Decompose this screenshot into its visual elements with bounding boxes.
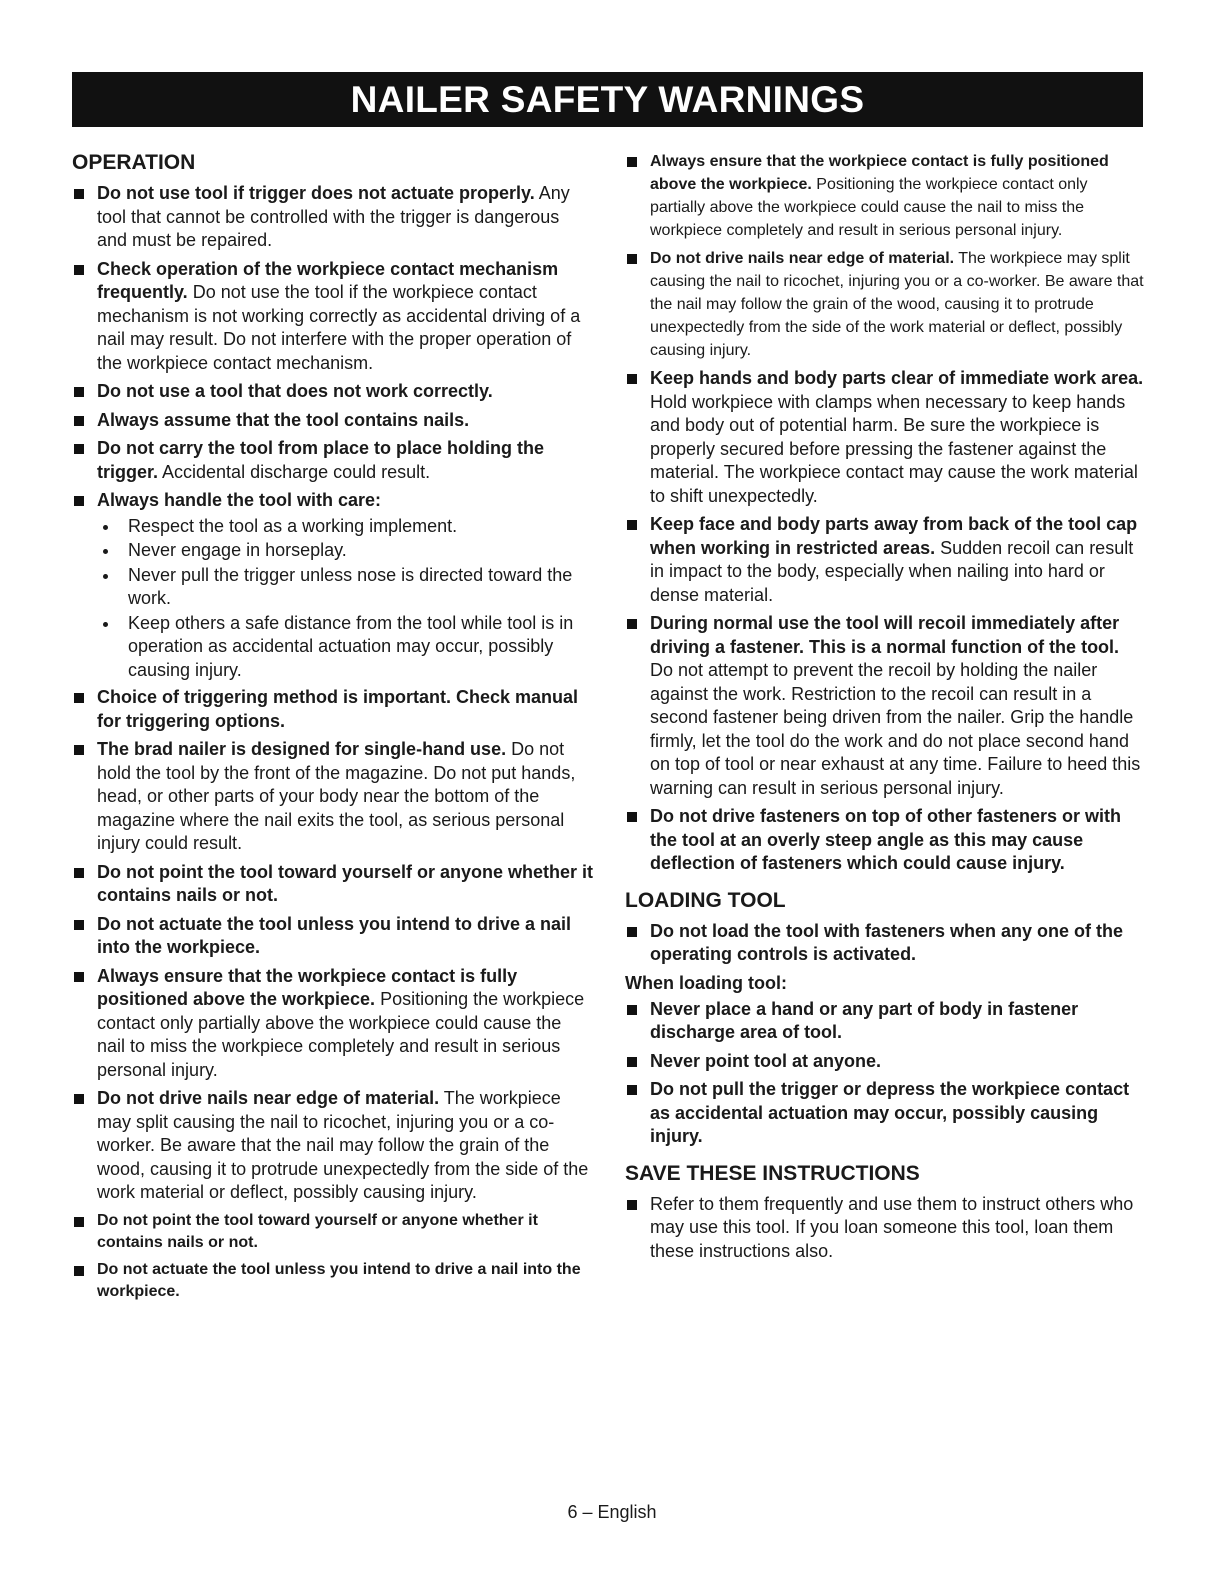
bullet-dot-icon	[103, 549, 108, 554]
square-bullet-icon	[74, 868, 84, 878]
list-item	[72, 738, 594, 856]
square-bullet-icon	[627, 927, 637, 937]
list-item	[72, 686, 594, 733]
list-item	[625, 612, 1145, 800]
list-item	[625, 920, 1145, 967]
square-bullet-icon	[627, 1005, 637, 1015]
square-bullet-icon	[627, 374, 637, 384]
list-item	[625, 150, 1145, 242]
item-bold-text: Choice of triggering method is important. Check manual for triggering options.	[97, 687, 579, 731]
care-bullet-text: Respect the tool as a working implement.	[128, 515, 458, 536]
item-bold-text: Never point tool at anyone.	[650, 1050, 882, 1071]
item-bold-text: Do not actuate the tool unless you intend to drive a nail into the workpiece.	[97, 913, 572, 957]
item-bold-text: Do not drive fasteners on top of other fasteners or with the tool at an overly steep angle as this may cause deflection of fasteners which could cause injury.	[650, 806, 1122, 873]
item-bold-text: Do not use a tool that does not work correctly.	[97, 381, 493, 401]
item-bold-text: Do not point the tool toward yourself or anyone whether it contains nails or not.	[97, 861, 594, 905]
item-bold-text: Always ensure that the workpiece contact is fully positioned above the workpiece.	[650, 153, 1109, 193]
list-item	[625, 1193, 1145, 1264]
item-text: Accidental discharge could result.	[158, 461, 431, 482]
square-bullet-icon	[74, 444, 84, 454]
square-bullet-icon	[74, 745, 84, 755]
item-bold-text: Do not pull the trigger or depress the workpiece contact as accidental actuation may occur, possibly causing injury.	[650, 1079, 1130, 1146]
list-item	[625, 367, 1145, 508]
item-bold-text: Always assume that the tool contains nails.	[97, 409, 470, 430]
care-bullet	[72, 564, 594, 611]
bullet-dot-icon	[103, 622, 108, 627]
item-text: Do not use the tool if the workpiece contact mechanism is not working correctly as accidental driving of a nail may result. Do not interfere with the proper operation of the workpiece contact mechanism.	[97, 282, 581, 373]
item-text: Any tool that cannot be controlled with the trigger is dangerous and must be repaired.	[97, 183, 570, 250]
list-item	[625, 998, 1145, 1045]
list-item	[72, 489, 594, 513]
square-bullet-icon	[74, 387, 84, 397]
item-text: Positioning the workpiece contact only partially above the workpiece could cause the nail to miss the workpiece completely and result in serious personal injury.	[97, 989, 585, 1080]
square-bullet-icon	[74, 1266, 84, 1276]
square-bullet-icon	[74, 416, 84, 426]
square-bullet-icon	[627, 254, 637, 264]
square-bullet-icon	[627, 619, 637, 629]
list-item	[72, 861, 594, 908]
item-bold-text: During normal use the tool will recoil immediately after driving a fastener. This is a normal function of the tool.	[650, 613, 1120, 657]
care-bullet	[72, 539, 594, 563]
item-bold-text: Do not drive nails near edge of material.	[650, 250, 955, 267]
list-item	[625, 247, 1145, 362]
item-bold-text: Do not load the tool with fasteners when any one of the operating controls is activated.	[650, 920, 1124, 964]
list-item	[72, 965, 594, 1083]
item-text: Do not attempt to prevent the recoil by holding the nailer against the work. Restriction to the recoil can result in a second fastener being driven from the nailer. Grip the handle firmly, let the tool do the work and do not place second hand on top of tool or near exhaust at any time. Failure to heed this warning can result in serious personal injury.	[650, 660, 1141, 798]
page-title: NAILER SAFETY WARNINGS	[72, 72, 1143, 127]
list-item	[625, 513, 1145, 607]
square-bullet-icon	[627, 812, 637, 822]
item-bold-text: Always handle the tool with care:	[97, 490, 382, 510]
care-bullet-text: Never pull the trigger unless nose is directed toward the work.	[128, 564, 573, 608]
item-text: Refer to them frequently and use them to instruct others who may use this tool. If you loan someone this tool, loan them these instructions also.	[650, 1193, 1134, 1261]
item-bold-text: Keep face and body parts away from back of the tool cap when working in restricted areas.	[650, 514, 1138, 558]
item-bold-text: Do not use tool if trigger does not actuate properly.	[97, 183, 535, 203]
left-column	[72, 150, 594, 1308]
item-text: The workpiece may split causing the nail to ricochet, injuring you or a co-worker. Be aware that the nail may follow the grain of the wood, causing it to protrude unexpectedly from the side of the work material or deflect, possibly causing injury.	[650, 250, 1144, 359]
item-text: The workpiece may split causing the nail to ricochet, injuring you or a co-worker. Be aware that the nail may follow the grain of the wood, causing it to protrude unexpectedly from the side of the work material or deflect, possibly causing injury.	[97, 1088, 589, 1202]
section-heading-operation: OPERATION	[72, 151, 196, 174]
square-bullet-icon	[627, 1085, 637, 1095]
list-item	[625, 1050, 1145, 1074]
list-item	[625, 805, 1145, 876]
item-bold-text: Do not actuate the tool unless you intend to drive a nail into the workpiece.	[97, 1260, 581, 1300]
care-bullet-list	[72, 515, 594, 683]
item-bold-text: Do not point the tool toward yourself or anyone whether it contains nails or not.	[97, 1211, 538, 1251]
square-bullet-icon	[627, 1057, 637, 1067]
right-column	[625, 150, 1145, 1268]
list-item	[625, 1078, 1145, 1149]
list-item	[72, 182, 594, 253]
list-item	[72, 380, 594, 404]
item-bold-text: Never place a hand or any part of body in fastener discharge area of tool.	[650, 998, 1079, 1042]
list-item	[72, 1210, 594, 1254]
list-item	[72, 437, 594, 484]
square-bullet-icon	[74, 1217, 84, 1227]
section-heading-loading-tool: LOADING TOOL	[625, 888, 786, 912]
list-item	[72, 258, 594, 376]
item-bold-text: Do not carry the tool from place to place holding the trigger.	[97, 438, 545, 482]
list-item	[72, 913, 594, 960]
item-text: Positioning the workpiece contact only partially above the workpiece could cause the nail to miss the workpiece completely and result in serious personal injury.	[650, 176, 1088, 239]
square-bullet-icon	[74, 265, 84, 275]
item-bold-text: Keep hands and body parts clear of immediate work area.	[650, 368, 1144, 388]
section-heading-save-instructions: SAVE THESE INSTRUCTIONS	[625, 1161, 920, 1185]
care-bullet	[72, 515, 594, 539]
item-bold-text: The brad nailer is designed for single-hand use.	[97, 739, 507, 759]
bullet-dot-icon	[103, 525, 108, 530]
square-bullet-icon	[627, 1200, 637, 1210]
page-footer: 6 – English	[567, 1502, 657, 1522]
square-bullet-icon	[74, 496, 84, 506]
care-bullet-text: Keep others a safe distance from the tool while tool is in operation as accidental actuation may occur, possibly causing injury.	[128, 612, 574, 680]
bullet-dot-icon	[103, 574, 108, 579]
square-bullet-icon	[627, 520, 637, 530]
item-bold-text: Do not drive nails near edge of material.	[97, 1088, 440, 1108]
list-item	[72, 1087, 594, 1205]
care-bullet	[72, 612, 594, 683]
square-bullet-icon	[74, 920, 84, 930]
list-item	[72, 1259, 594, 1303]
when-loading-label: When loading tool:	[625, 972, 787, 993]
item-text: Do not hold the tool by the front of the magazine. Do not put hands, head, or other parts of your body near the bottom of the magazine where the nail exits the tool, as serious personal injury could result.	[97, 739, 576, 853]
item-text: Hold workpiece with clamps when necessary to keep hands and body out of potential harm. Be sure the workpiece is properly secured before pressing the fastener against the material. The workpiece contact may cause the work material to shift unexpectedly.	[650, 391, 1138, 506]
item-bold-text: Always ensure that the workpiece contact is fully positioned above the workpiece.	[97, 965, 518, 1009]
care-bullet-text: Never engage in horseplay.	[128, 540, 347, 560]
square-bullet-icon	[74, 189, 84, 199]
item-bold-text: Check operation of the workpiece contact mechanism frequently.	[97, 258, 559, 302]
list-item	[72, 409, 594, 433]
square-bullet-icon	[627, 157, 637, 167]
square-bullet-icon	[74, 1094, 84, 1104]
item-text: Sudden recoil can result in impact to the body, especially when nailing into hard or dense material.	[650, 537, 1134, 605]
square-bullet-icon	[74, 972, 84, 982]
square-bullet-icon	[74, 693, 84, 703]
